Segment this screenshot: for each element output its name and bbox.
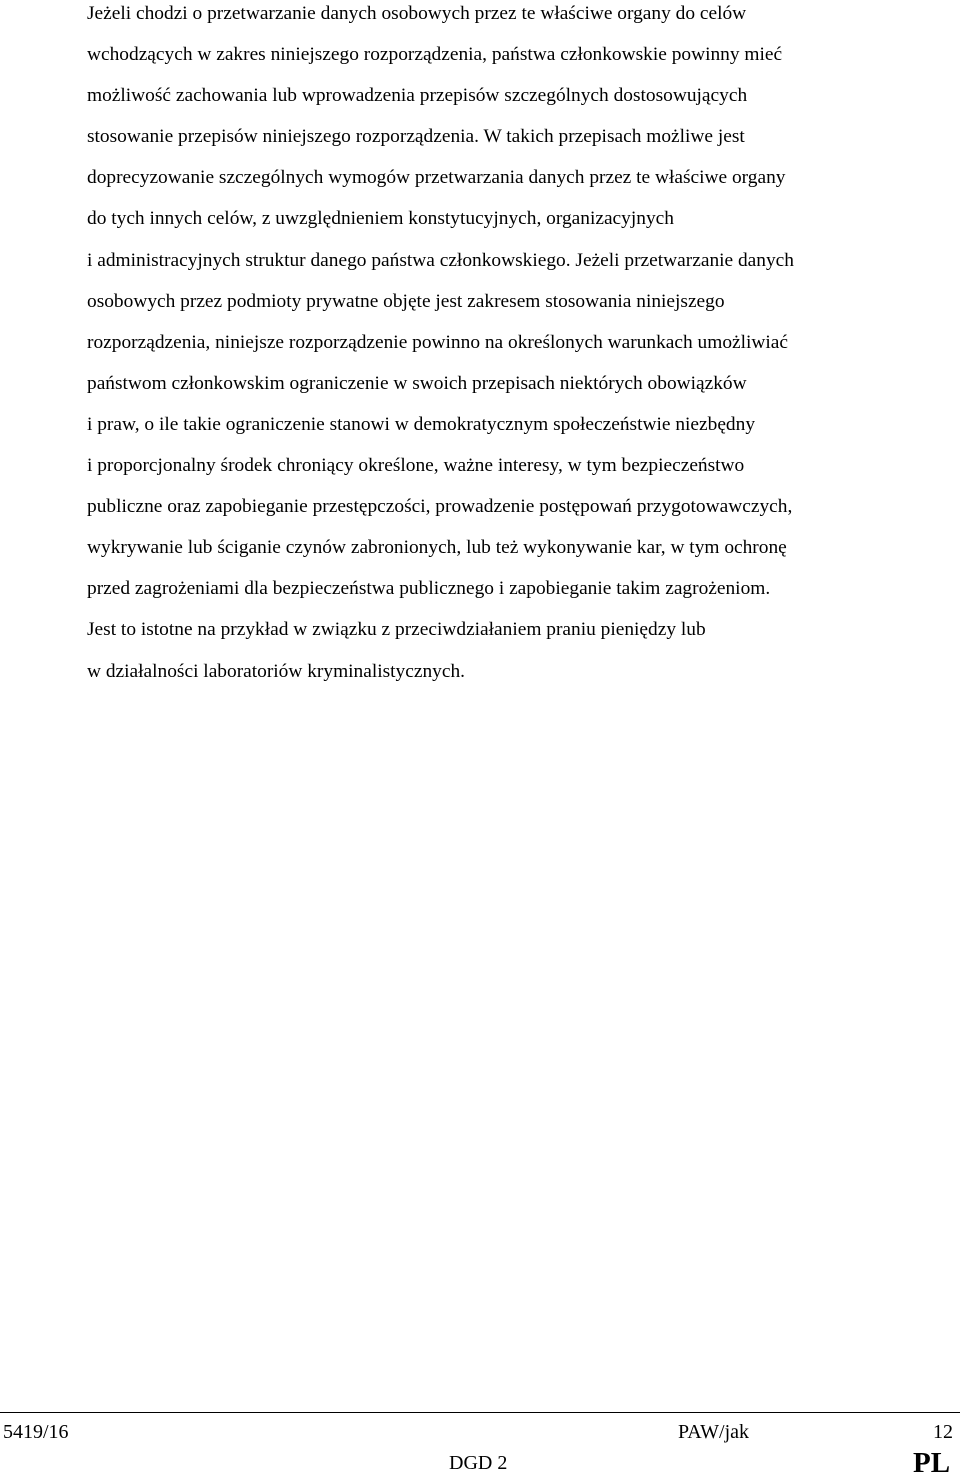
footer-divider [0, 1412, 960, 1413]
footer-language-code: PL [913, 1447, 951, 1479]
footer-department: DGD 2 [449, 1452, 508, 1474]
paragraph-line: do tych innych celów, z uwzględnieniem konstytucyjnych, organizacyjnych [87, 208, 674, 230]
paragraph-line: możliwość zachowania lub wprowadzenia przepisów szczególnych dostosowujących [87, 85, 748, 107]
paragraph-line: w działalności laboratoriów kryminalistycznych. [87, 660, 466, 682]
paragraph-line: i praw, o ile takie ograniczenie stanowi w demokratycznym społeczeństwie niezbędny [87, 413, 756, 435]
paragraph-line: przed zagrożeniami dla bezpieczeństwa publicznego i zapobieganie takim zagrożeniom. [87, 578, 771, 600]
paragraph-line: stosowanie przepisów niniejszego rozporządzenia. W takich przepisach możliwe jest [87, 126, 745, 148]
footer-initials: PAW/jak [678, 1421, 749, 1443]
paragraph-line: i administracyjnych struktur danego państwa członkowskiego. Jeżeli przetwarzanie danych [87, 249, 794, 271]
paragraph-line: osobowych przez podmioty prywatne objęte jest zakresem stosowania niniejszego [87, 290, 725, 312]
footer-doc-number: 5419/16 [3, 1421, 69, 1443]
footer-page-number: 12 [933, 1421, 953, 1443]
paragraph-line: rozporządzenia, niniejsze rozporządzenie powinno na określonych warunkach umożliwiać [87, 331, 788, 353]
paragraph-line: wykrywanie lub ściganie czynów zabronionych, lub też wykonywanie kar, w tym ochronę [87, 537, 787, 559]
paragraph-line: i proporcjonalny środek chroniący określone, ważne interesy, w tym bezpieczeństwo [87, 455, 745, 477]
paragraph-line: Jeżeli chodzi o przetwarzanie danych osobowych przez te właściwe organy do celów [87, 3, 747, 24]
paragraph-line: publiczne oraz zapobieganie przestępczości, prowadzenie postępowań przygotowawczych, [87, 496, 793, 518]
paragraph-line: wchodzących w zakres niniejszego rozporządzenia, państwa członkowskie powinny mieć [87, 44, 783, 66]
body-paragraph [87, 0, 957, 692]
paragraph-line: doprecyzowanie szczególnych wymogów przetwarzania danych przez te właściwe organy [87, 167, 786, 189]
paragraph-line: Jest to istotne na przykład w związku z przeciwdziałaniem praniu pieniędzy lub [87, 619, 706, 641]
paragraph-line: państwom członkowskim ograniczenie w swoich przepisach niektórych obowiązków [87, 372, 747, 394]
